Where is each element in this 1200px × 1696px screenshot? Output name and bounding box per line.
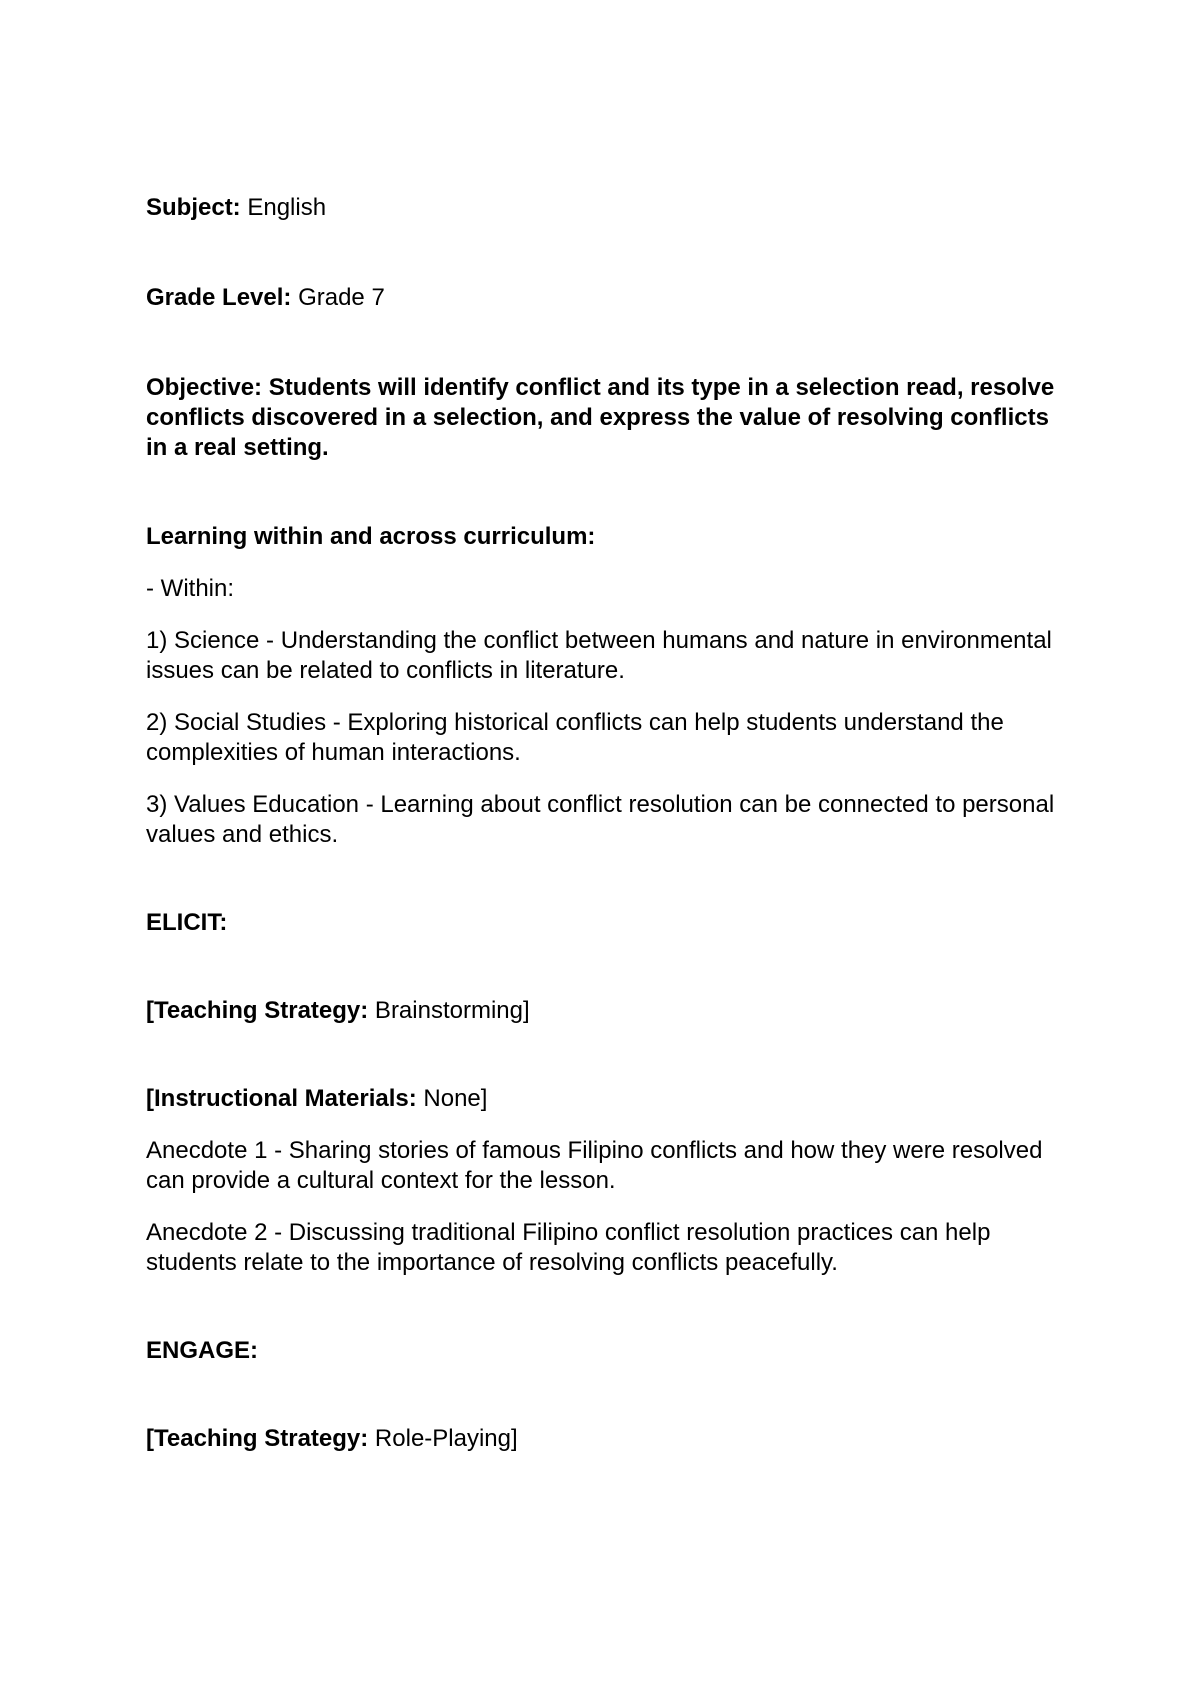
elicit-materials-label: Instructional Materials: bbox=[154, 1085, 417, 1112]
elicit-strategy-label: Teaching Strategy: bbox=[154, 997, 369, 1024]
elicit-materials-bracket: [ bbox=[146, 1085, 154, 1112]
objective-paragraph bbox=[146, 373, 1066, 463]
objective-text: Students will identify conflict and its type in a selection read, resolve conflicts discovered in a selection, and express the value of resolving conflicts in a real setting. bbox=[146, 374, 1055, 461]
anecdote-2: Anecdote 2 - Discussing traditional Filipino conflict resolution practices can help students relate to the importance of resolving conflicts peacefully. bbox=[146, 1219, 991, 1276]
elicit-materials-value: None] bbox=[416, 1085, 488, 1112]
elicit-instructional-materials bbox=[146, 1084, 1066, 1114]
document-content bbox=[146, 193, 1066, 1454]
elicit-strategy-bracket: [ bbox=[146, 997, 154, 1024]
elicit-heading: ELICIT: bbox=[146, 909, 228, 936]
curriculum-item-science: 1) Science - Understanding the conflict between humans and nature in environmental issues can be related to conflicts in literature. bbox=[146, 627, 1052, 684]
within-label: - Within: bbox=[146, 575, 235, 602]
engage-teaching-strategy bbox=[146, 1424, 1066, 1454]
engage-heading: ENGAGE: bbox=[146, 1337, 259, 1364]
objective-label: Objective: bbox=[146, 374, 263, 401]
grade-level-value: Grade 7 bbox=[291, 284, 385, 311]
subject-label: Subject: bbox=[146, 194, 241, 221]
learning-curriculum-heading: Learning within and across curriculum: bbox=[146, 523, 596, 550]
engage-strategy-label: Teaching Strategy: bbox=[154, 1425, 369, 1452]
subject-line bbox=[146, 193, 1066, 223]
grade-level-line bbox=[146, 283, 1066, 313]
subject-value: English bbox=[240, 194, 327, 221]
curriculum-item-social-studies: 2) Social Studies - Exploring historical conflicts can help students understand the complexities of human interactions. bbox=[146, 709, 1004, 766]
engage-strategy-value: Role-Playing] bbox=[368, 1425, 518, 1452]
curriculum-item-values-education: 3) Values Education - Learning about conflict resolution can be connected to personal values and ethics. bbox=[146, 791, 1055, 848]
anecdote-1: Anecdote 1 - Sharing stories of famous Filipino conflicts and how they were resolved can provide a cultural context for the lesson. bbox=[146, 1137, 1043, 1194]
elicit-strategy-value: Brainstorming] bbox=[368, 997, 530, 1024]
grade-level-label: Grade Level: bbox=[146, 284, 292, 311]
elicit-teaching-strategy bbox=[146, 996, 1066, 1026]
engage-strategy-bracket: [ bbox=[146, 1425, 154, 1452]
